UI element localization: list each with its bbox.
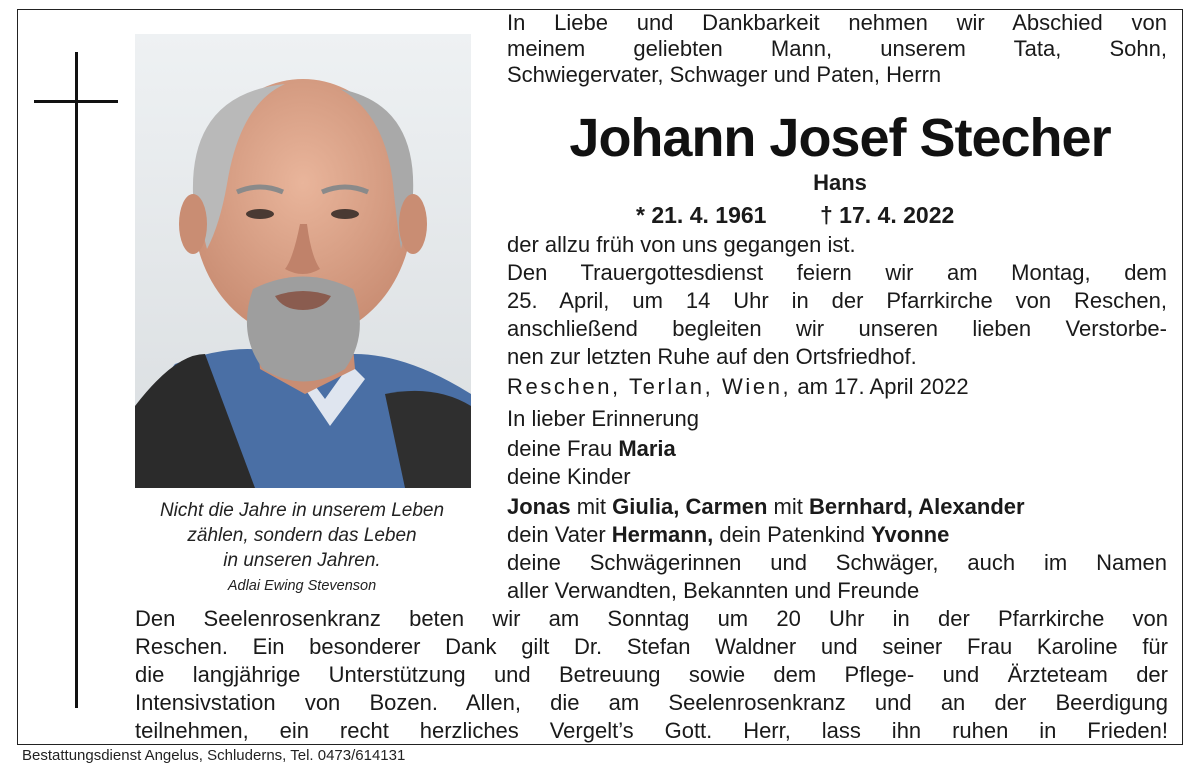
godchild-name: Yvonne <box>871 522 950 547</box>
mourners-intro: In lieber Erinnerung <box>507 406 700 431</box>
cross-vertical-bar <box>75 52 78 708</box>
godchild-prefix: dein Patenkind <box>713 522 865 547</box>
service-line: Den Trauergottesdienst feiern wir am Montag, dem <box>507 260 1167 285</box>
quote-text <box>116 498 488 573</box>
cross-horizontal-bar <box>34 100 118 103</box>
portrait-photo <box>135 34 471 488</box>
wife-prefix: deine Frau <box>507 436 613 461</box>
children-connector: mit <box>767 494 809 519</box>
intro-line: Schwiegervater, Schwager und Paten, Herrn <box>507 62 942 87</box>
child-name: Jonas <box>507 494 571 519</box>
service-line: 25. April, um 14 Uhr in der Pfarrkirche von Reschen, <box>507 288 1167 313</box>
relatives-line: aller Verwandten, Bekannten und Freunde <box>507 578 920 603</box>
quote-author: Adlai Ewing Stevenson <box>227 578 377 594</box>
children-label: deine Kinder <box>507 464 631 489</box>
service-line: anschließend begleiten wir unseren lieben Verstorbe- <box>507 316 1167 341</box>
service-date: am 17. April 2022 <box>797 374 969 399</box>
child-names: Bernhard, Alexander <box>809 494 1025 519</box>
intro-line: meinem geliebten Mann, unserem Tata, Sohn, <box>507 36 1167 61</box>
service-places: Reschen, Terlan, Wien, <box>507 374 792 399</box>
quote-line: in unseren Jahren. <box>223 550 381 571</box>
service-line: der allzu früh von uns gegangen ist. <box>507 232 856 257</box>
closing-line: die langjährige Unterstützung und Betreuung sowie dem Pflege- und Ärzteteam der <box>135 662 1168 687</box>
closing-line: teilnehmen, ein recht herzliches Vergelt’s Gott. Herr, lass ihn ruhen in Frieden! <box>135 718 1168 743</box>
father-prefix: dein Vater <box>507 522 606 547</box>
children-line <box>507 494 1025 520</box>
closing-line: Reschen. Ein besonderer Dank gilt Dr. Stefan Waldner und seiner Frau Karoline für <box>135 634 1168 659</box>
closing-line: Intensivstation von Bozen. Allen, die am Seelenrosenkranz und an der Beerdigung <box>135 690 1168 715</box>
deceased-nickname: Hans <box>813 170 867 195</box>
father-line <box>507 522 949 548</box>
children-connector: mit <box>570 494 613 519</box>
closing-line: Den Seelenrosenkranz beten wir am Sonntag um 20 Uhr in der Pfarrkirche von <box>135 606 1168 631</box>
quote-line: zählen, sondern das Leben <box>187 525 417 546</box>
father-name: Hermann, <box>611 522 714 547</box>
child-names: Giulia, Carmen <box>612 494 768 519</box>
inlaws-line: deine Schwägerinnen und Schwäger, auch im Namen <box>507 550 1167 575</box>
intro-line: In Liebe und Dankbarkeit nehmen wir Abschied von <box>507 10 1167 35</box>
funeral-service-footer: Bestattungsdienst Angelus, Schluderns, Tel. 0473/614131 <box>22 747 406 764</box>
birth-date: * 21. 4. 1961 <box>636 202 767 228</box>
wife-name: Maria <box>618 436 676 461</box>
quote-line: Nicht die Jahre in unserem Leben <box>159 500 445 521</box>
service-line: nen zur letzten Ruhe auf den Ortsfriedhof. <box>507 344 917 369</box>
deceased-name: Johann Josef Stecher <box>569 108 1111 168</box>
death-date: † 17. 4. 2022 <box>820 202 955 228</box>
